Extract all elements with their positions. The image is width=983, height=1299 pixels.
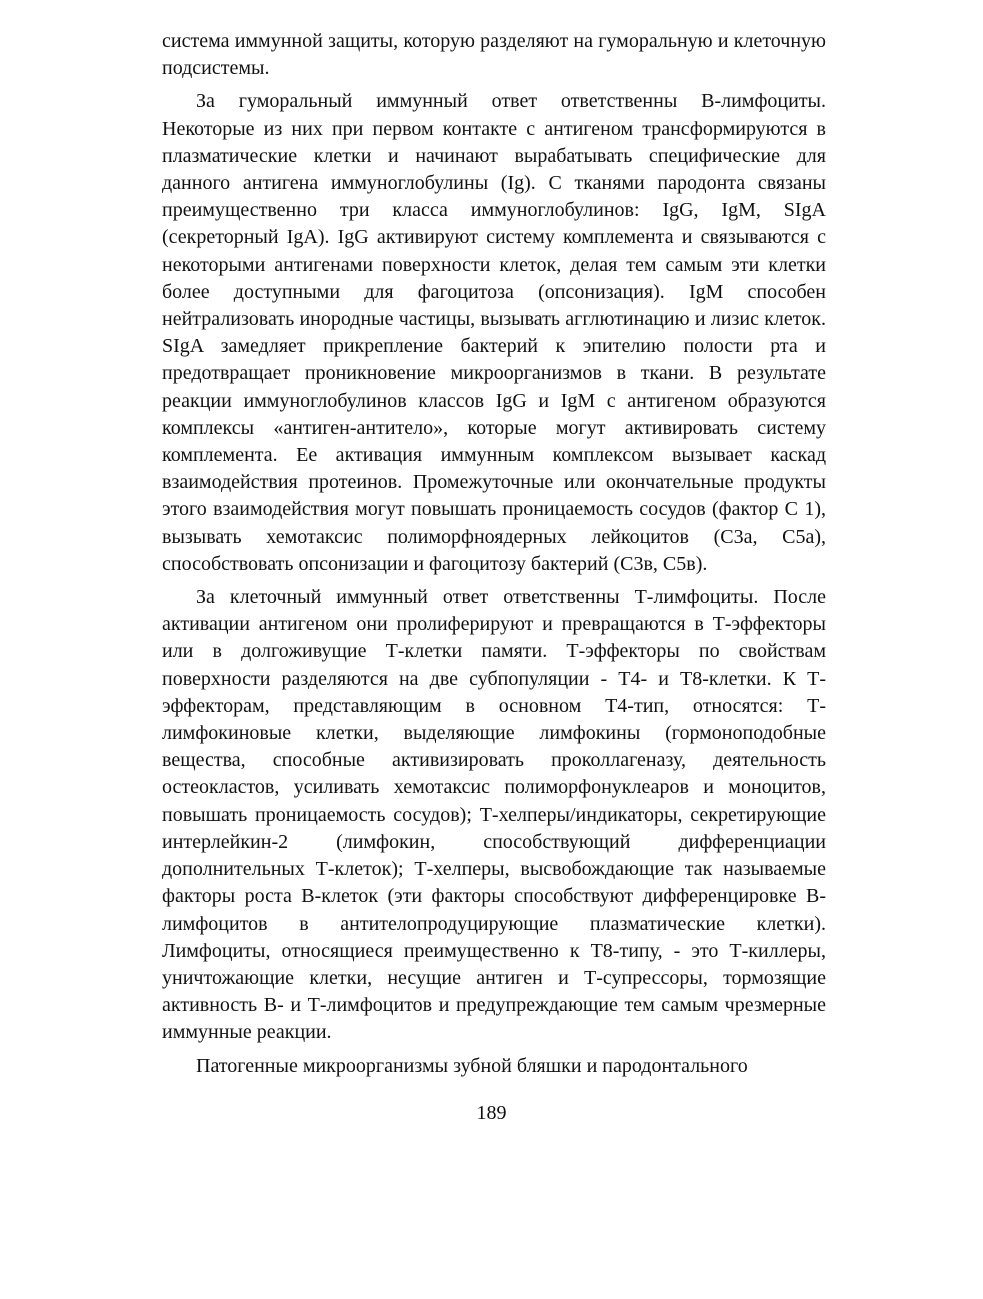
page-body-text xyxy=(162,28,826,1080)
paragraph-cellular-response: За клеточный иммунный ответ ответственны Т-лимфоциты. После активации антигеном они пролиферируют и превращаются в Т-эффекторы или в долгоживущие Т-клетки памяти. Т-эффекторы по свойствам поверхности разделяются на две субпопуляции - Т4- и Т8-клетки. К Т-эффекторам, представляющим в основном Т4-тип, относятся: Т-лимфокиновые клетки, выделяющие лимфокины (гормоноподобные вещества, способные активизировать проколлагеназу, деятельность остеокластов, усиливать хемотаксис полиморфонуклеаров и моноцитов, повышать проницаемость сосудов); Т-хелперы/индикаторы, секретирующие интерлейкин-2 (лимфокин, способствующий дифференциации дополнительных Т-клеток); Т-хелперы, высвобождающие так называемые факторы роста В-клеток (эти факторы способствуют дифференцировке В-лимфоцитов в антителопродуцирующие плазматические клетки). Лимфоциты, относящиеся преимущественно к Т8-типу, - это Т-киллеры, уничтожающие клетки, несущие антиген и Т-супрессоры, тормозящие активность В- и Т-лимфоцитов и предупреждающие тем самым чрезмерные иммунные реакции. xyxy=(162,586,826,1044)
paragraph-pathogenic-microorganisms: Патогенные микроорганизмы зубной бляшки и пародонтального xyxy=(196,1054,748,1077)
paragraph-continuation: система иммунной защиты, которую разделяют на гуморальную и клеточную подсистемы. xyxy=(162,30,826,80)
paragraph-humoral-response: За гуморальный иммунный ответ ответственны В-лимфоциты. Некоторые из них при первом контакте с антигеном трансформируются в плазматические клетки и начинают вырабатывать специфические для данного антигена иммуноглобулины (Ig). С тканями пародонта связаны преимущественно три класса иммуноглобулинов: IgG, IgM, SIgA (секреторный IgA). IgG активируют систему комплемента и связываются с некоторыми антигенами поверхности клеток, делая тем самым эти клетки более доступными для фагоцитоза (опсонизация). IgM способен нейтрализовать инородные частицы, вызывать агглютинацию и лизис клеток. SIgA замедляет прикрепление бактерий к эпителию полости рта и предотвращает проникновение микроорганизмов в ткани. В результате реакции иммуноглобулинов классов IgG и IgM с антигеном образуются комплексы «антиген-антитело», которые могут активировать систему комплемента. Ее активация иммунным комплексом вызывает каскад взаимодействия протеинов. Промежуточные или окончательные продукты этого взаимодействия могут повышать проницаемость сосудов (фактор С 1), вызывать хемотаксис полиморфноядерных лейкоцитов (С3а, С5а), способствовать опсонизации и фагоцитозу бактерий (С3в, С5в). xyxy=(162,90,826,575)
page-number: 189 xyxy=(476,1102,507,1124)
